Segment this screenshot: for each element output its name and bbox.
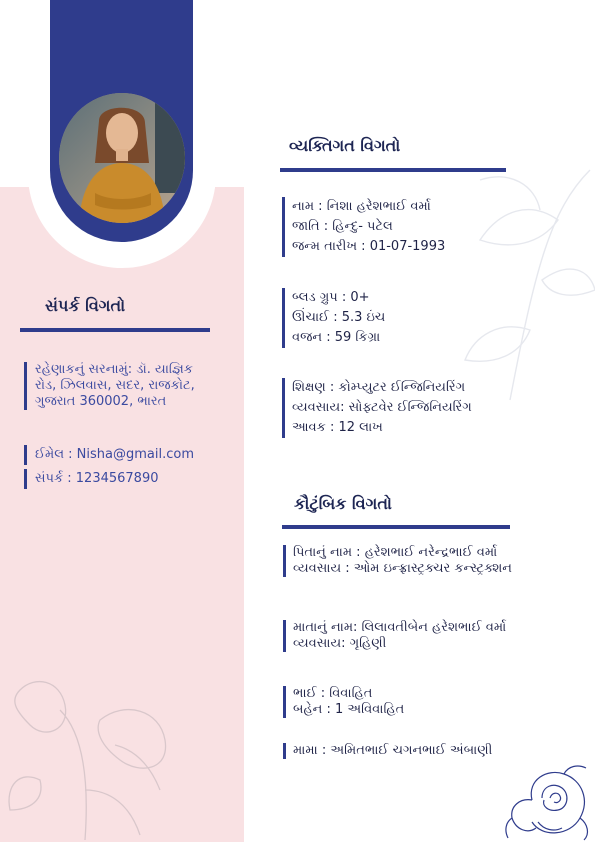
father-occupation: વ્યવસાય : ઓમ ઇન્ફ્રાસ્ટ્રક્ચર કન્સ્ટ્રક્શન <box>293 561 512 576</box>
mother-occupation: વ્યવસાય: ગૃહિણી <box>293 636 387 651</box>
left-panel <box>0 187 244 842</box>
profile-photo <box>59 93 185 223</box>
family-heading-rule <box>282 525 510 529</box>
personal-blood-group: બ્લડ ગ્રુપ : 0+ <box>292 290 370 305</box>
mother-name: માતાનું નામ: લિલાવતીબેન હરેશભાઈ વર્મા <box>293 620 507 635</box>
personal-group-physical <box>282 288 385 348</box>
personal-weight: વજન : 59 કિગ્રા <box>292 330 381 345</box>
personal-height: ઊંચાઈ : 5.3 ઇંચ <box>292 310 386 325</box>
family-father <box>283 545 512 577</box>
personal-occupation: વ્યવસાય: સોફ્ટવેર ઈન્જિનિયરિંગ <box>292 400 472 415</box>
phone-block <box>24 469 159 489</box>
family-mother <box>283 620 506 652</box>
contact-heading-rule <box>20 328 210 332</box>
address-line: રહેણાકનું સરનામું: ડૉ. યાજ્ઞિક <box>35 362 193 377</box>
personal-income: આવક : 12 લાખ <box>292 420 383 435</box>
floral-decoration-top-icon <box>440 150 595 410</box>
personal-heading: વ્યક્તિગત વિગતો <box>289 136 401 155</box>
personal-group-career <box>282 378 472 438</box>
personal-heading-rule <box>280 168 506 172</box>
personal-dob: જન્મ તારીખ : 01-07-1993 <box>292 239 446 254</box>
maternal-uncle: મામા : અમિતભાઈ ચગનભાઈ અંબાણી <box>293 743 493 758</box>
father-name: પિતાનું નામ : હરેશભાઈ નરેન્દ્રભાઈ વર્મા <box>293 545 498 560</box>
sister-status: બહેન : 1 અવિવાહિત <box>293 702 405 717</box>
family-heading: કૌટુંબિક વિગતો <box>294 494 392 513</box>
personal-caste: જાતિ : હિન્દુ- પટેલ <box>292 219 393 234</box>
address-block <box>24 362 195 410</box>
address-line: ગુજરાત 360002, ભારત <box>35 394 167 409</box>
phone-text: સંપર્ક : 1234567890 <box>35 471 159 486</box>
email-block <box>24 445 194 465</box>
personal-education: શિક્ષણ : કોમ્પ્યુટર ઈન્જિનિયરિંગ <box>292 380 466 395</box>
address-line: રોડ, ઝિલવાસ, સદર, રાજકોટ, <box>35 378 195 393</box>
contact-heading: સંપર્ક વિગતો <box>45 296 126 315</box>
family-uncle <box>283 743 492 759</box>
email-text: ઈમેલ : Nisha@gmail.com <box>35 447 195 462</box>
brother-status: ભાઈ : વિવાહિત <box>293 686 373 701</box>
personal-name: નામ : નિશા હરેશભાઈ વર્મા <box>292 199 431 214</box>
rose-decoration-icon <box>502 760 595 842</box>
personal-group-basic <box>282 197 445 257</box>
family-siblings <box>283 686 404 718</box>
